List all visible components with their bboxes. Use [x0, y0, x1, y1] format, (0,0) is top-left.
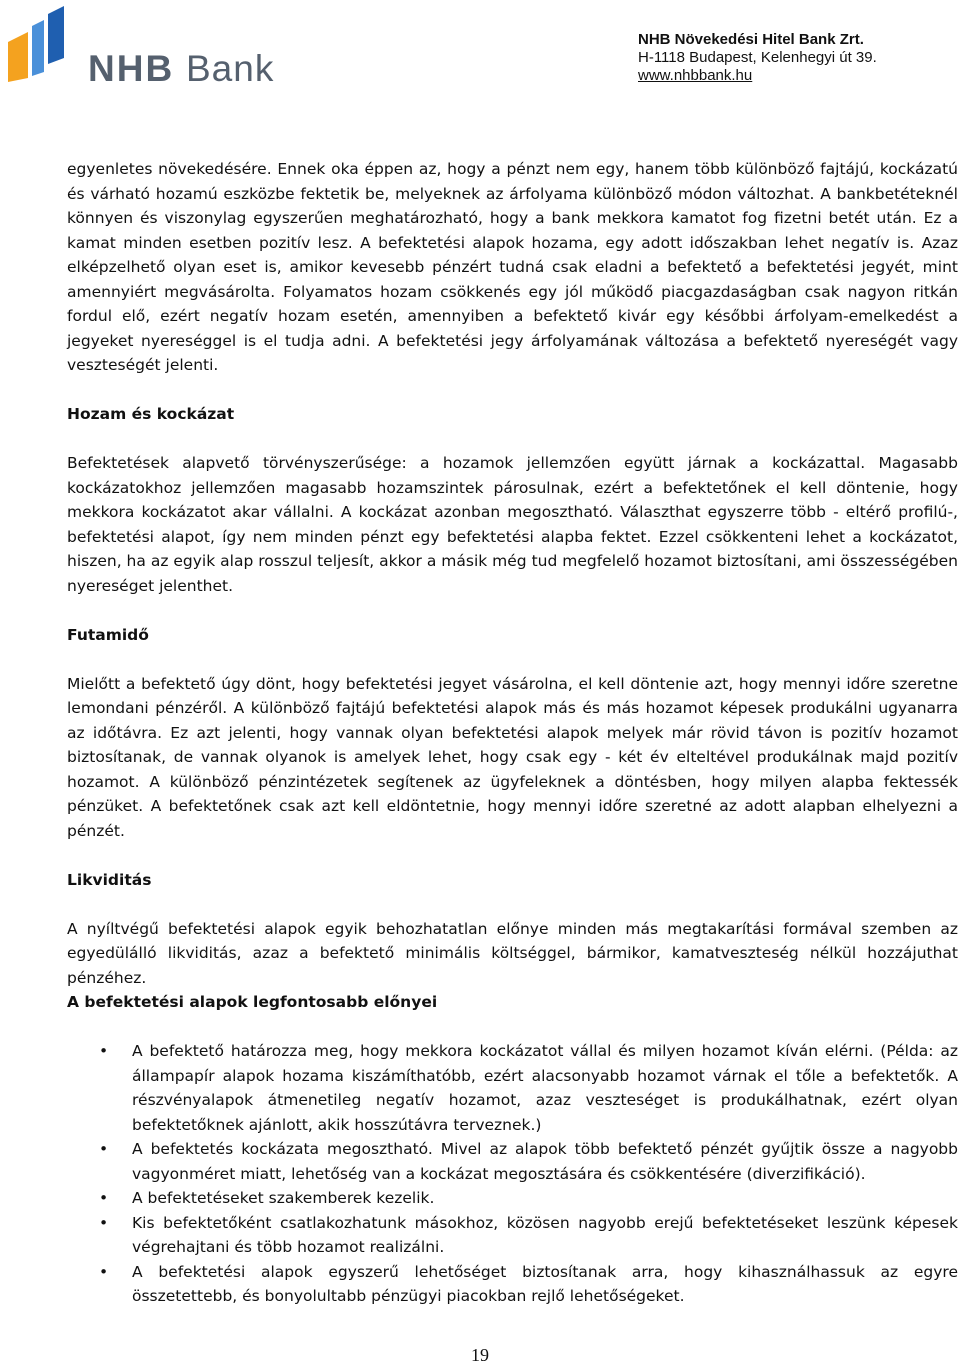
page-body: [67, 157, 958, 1309]
list-item: • A befektetés kockázata megosztható. Mivel az alapok több befektető pénzét gyűjtik össze a nagyobb vagyonméret miatt, lehetőség van a kockázat megosztására és csökkentésére (diverzifikáció).: [67, 1137, 958, 1186]
bullet-icon: •: [99, 1042, 109, 1060]
bullet-icon: •: [99, 1262, 109, 1281]
logo-nhb-text: NHB: [88, 48, 175, 89]
list-item: • Kis befektetőként csatlakozhatunk másokhoz, közösen nagyobb erejű befektetéseket leszünk képesek végrehajtani és több hozamot realizálni.: [67, 1211, 958, 1260]
logo-bank-text: Bank: [186, 48, 275, 89]
bullet-icon: •: [99, 1213, 109, 1232]
advantages-list: [67, 1039, 958, 1309]
company-name: NHB Növekedési Hitel Bank Zrt.: [638, 31, 864, 48]
intro-paragraph: egyenletes növekedésére. Ennek oka éppen az, hogy a pénzt nem egy, hanem több különböző fajtájú, kockázatú és várható hozamú eszközbe fektetik be, melyeknek az árfolyama különböző módon változhat. A bankbetéteknél könnyen és viszonylag egyszerűen meghatározható, hogy a bank mekkora kamatot fog fizetni betét után. Ez a kamat minden esetben pozitív lesz. A befektetési alapok hozama, egy adott időszakban lehet negatív is. Azaz elképzelhető olyan eset is, amikor kevesebb pénzért tudná csak eladni a befektető a befektetési jegyét, mint amennyiért megvásárolta. Folyamatos hozam csökkenés egy jól működő piacgazdaságban csak nagyon ritkán fordul elő, ezért negatív hozam esetén, amennyiben a befektető kivár egy későbbi árfolyam-emelkedést a jegyeket nyereséggel is el tudja adni. A befektetési jegy árfolyamának változása a befektető nyereségét vagy veszteségét jelenti.: [67, 160, 958, 374]
company-url-link[interactable]: www.nhbbank.hu: [638, 67, 753, 84]
list-item: • A befektetéseket szakemberek kezelik.: [67, 1186, 958, 1211]
section-title-likviditas: Likviditás: [67, 870, 152, 889]
list-item: • A befektető határozza meg, hogy mekkora kockázatot vállal és milyen hozamot kíván elérni. (Példa: az állampapír alapok hozama kiszámíthatóbb, ezért alacsonyabb hozamot várnak el tőle a befektetők. A részvényalapok átmenetileg negatív hozamot, azaz veszteséget is produkálhatnak, ezért olyan befektetőknek ajánlott, akik hosszútávra terveznek.): [67, 1039, 958, 1137]
section-text-likviditas: A nyíltvégű befektetési alapok egyik behozhatatlan előnye minden más megtakarítási formával szemben az egyedülálló likviditás, azaz a befektető minimális költséggel, bármikor, kamatveszteség nélkül hozzájuthat pénzéhez.: [67, 919, 958, 987]
bullet-icon: •: [99, 1189, 109, 1207]
section-title-hozam: Hozam és kockázat: [67, 405, 235, 423]
nhb-bank-logo: [6, 6, 286, 89]
section-text-futamido: Mielőtt a befektető úgy dönt, hogy befektetési jegyet vásárolna, el kell döntenie azt, hogy mennyi időre szeretne lemondani pénzéről. A különböző fajtájú befektetési alapok más és más hozamot képesek produkálni ugyanarra az időtávra. Ez azt jelenti, hogy vannak olyan befektetési alapok melyek már rövid távon is pozitív hozamot biztosítanak, de vannak olyanok is amelyek lehet, hogy csak egy - két év elteltével produkálnak majd pozitív hozamot. A különböző pénzintézetek segítenek az ügyfeleknek a döntésben, hogy milyen alapba fektessék pénzüket. A befektetőnek csak azt kell eldöntetnie, hogy mennyi időre szeretné az adott alapban elhelyezni a pénzét.: [67, 674, 958, 840]
logo-bars-icon: [6, 6, 68, 84]
section-text-hozam: Befektetések alapvető törvényszerűsége: a hozamok jellemzően együtt járnak a kockázattal. Magasabb kockázatokhoz jellemzően magasabb hozamszintek párosulnak, ezért a befektetőnek el kell döntenie, hogy mekkora kockázatot akar vállalni. A kockázat azonban megosztható. Választhat egyszerre több - eltérő profilú-, befektetési alapot, így nem minden pénzt egy befektetési alapba fektet. Ezzel csökkenteni lehet a kockázatot, hiszen, ha az egyik alap rosszul teljesít, akkor a másik még tud megfelelő hozamot biztosítani, ami összességében nyereséget jelenthet.: [67, 454, 958, 595]
page-number: 19: [471, 1345, 489, 1365]
section-title-futamido: Futamidő: [67, 625, 149, 644]
company-address: H-1118 Budapest, Kelenhegyi út 39.: [638, 49, 877, 66]
section-title-elonyok: A befektetési alapok legfontosabb előnyei: [67, 993, 438, 1011]
list-item: • A befektetési alapok egyszerű lehetőséget biztosítanak arra, hogy kihasználhassuk az egyre összetettebb, és bonyolultabb pénzügyi piacokban rejlő lehetőségeket.: [67, 1260, 958, 1309]
bullet-icon: •: [99, 1140, 109, 1158]
company-info: [638, 31, 938, 85]
